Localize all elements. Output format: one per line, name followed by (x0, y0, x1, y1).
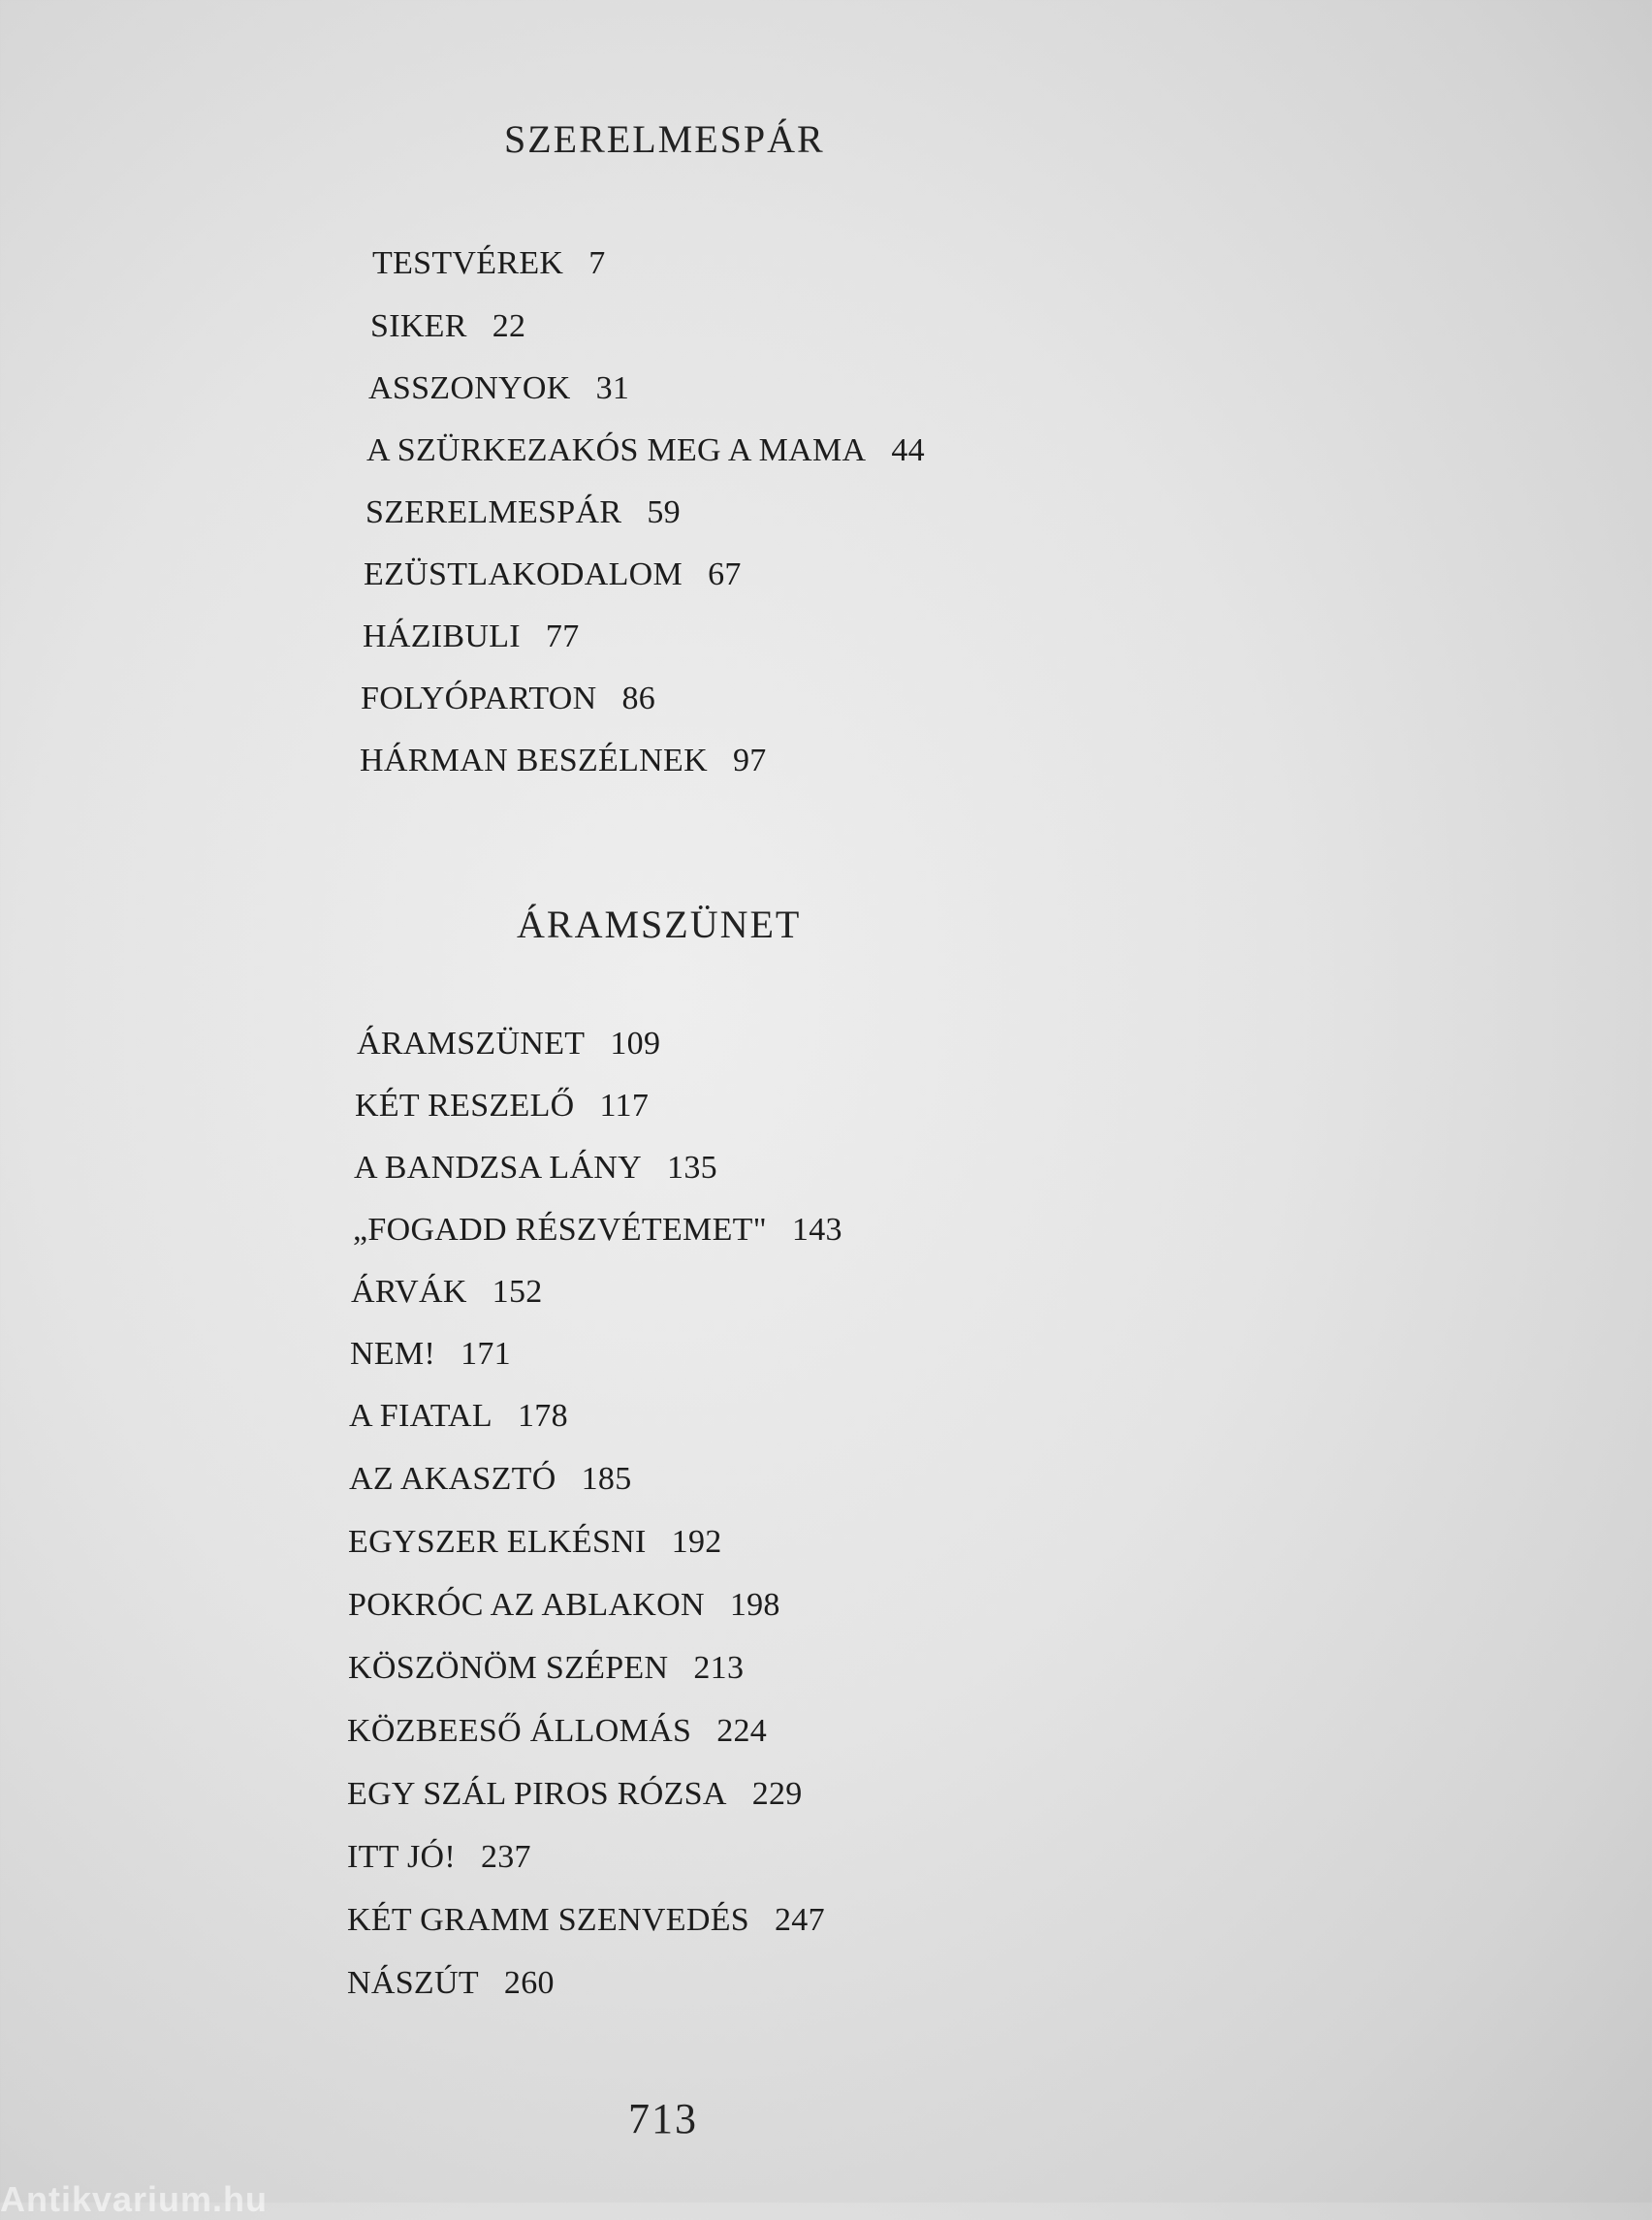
entry-page: 135 (667, 1150, 717, 1186)
entry-title: KÖSZÖNÖM SZÉPEN (348, 1650, 669, 1686)
entry-title: ÁRVÁK (351, 1274, 467, 1310)
section-heading: SZERELMESPÁR (504, 117, 825, 161)
entry-page: 192 (671, 1524, 722, 1560)
entry-title: EGY SZÁL PIROS RÓZSA (347, 1776, 727, 1812)
entry-page: 67 (708, 556, 742, 592)
entry-page: 59 (647, 494, 681, 530)
toc-entry (347, 1713, 767, 1750)
entry-title: SZERELMESPÁR (365, 494, 622, 530)
toc-entry (348, 1587, 780, 1624)
entry-page: 97 (732, 743, 767, 778)
page-number: 713 (628, 2095, 698, 2142)
entry-page: 247 (774, 1902, 825, 1938)
entry-title: HÁRMAN BESZÉLNEK (360, 743, 708, 778)
section-heading: ÁRAMSZÜNET (517, 903, 802, 946)
toc-entry (347, 1839, 531, 1876)
toc-entry (353, 1212, 842, 1249)
entry-title: TESTVÉREK (372, 245, 564, 281)
toc-entry (372, 245, 606, 282)
toc-entry (366, 432, 925, 469)
entry-page: 260 (503, 1965, 555, 2001)
entry-page: 237 (480, 1839, 531, 1875)
entry-title: SIKER (370, 308, 467, 344)
toc-entry (349, 1461, 632, 1498)
entry-page: 117 (599, 1088, 650, 1124)
entry-page: 86 (621, 681, 656, 716)
entry-page: 44 (891, 432, 925, 468)
entry-title: A FIATAL (349, 1398, 492, 1434)
entry-title: EGYSZER ELKÉSNI (348, 1524, 647, 1560)
entry-page: 7 (588, 245, 606, 281)
entry-title: „FOGADD RÉSZVÉTEMET" (353, 1212, 767, 1248)
toc-entry (347, 1776, 803, 1813)
toc-entry (361, 681, 655, 717)
entry-title: FOLYÓPARTON (361, 681, 597, 716)
toc-entry (365, 494, 681, 531)
entry-page: 171 (461, 1336, 511, 1372)
entry-page: 31 (595, 370, 630, 406)
entry-title: KÉT GRAMM SZENVEDÉS (347, 1902, 749, 1938)
entry-title: ASSZONYOK (368, 370, 571, 406)
entry-page: 109 (610, 1026, 661, 1062)
toc-entry (354, 1150, 717, 1187)
entry-title: POKRÓC AZ ABLAKON (348, 1587, 705, 1623)
watermark: Antikvarium.hu (0, 2179, 269, 2219)
entry-title: A BANDZSA LÁNY (354, 1150, 643, 1186)
entry-title: NÁSZÚT (347, 1965, 479, 2001)
entry-page: 229 (751, 1776, 803, 1812)
toc-entry (351, 1274, 543, 1311)
entry-title: ITT JÓ! (347, 1839, 456, 1875)
toc-entry (348, 1650, 744, 1687)
toc-entry (355, 1088, 649, 1125)
entry-page: 178 (517, 1398, 568, 1434)
entry-title: HÁZIBULI (363, 618, 521, 654)
entry-title: ÁRAMSZÜNET (357, 1026, 586, 1062)
toc-entry (347, 1965, 555, 2002)
toc-entry (368, 370, 629, 407)
toc-entry (363, 618, 580, 655)
entry-title: EZÜSTLAKODALOM (364, 556, 683, 592)
entry-page: 224 (716, 1713, 768, 1749)
toc-entry (348, 1524, 722, 1561)
entry-title: NEM! (350, 1336, 436, 1372)
entry-title: KÉT RESZELŐ (355, 1088, 575, 1124)
toc-entry (364, 556, 742, 593)
entry-page: 22 (492, 308, 526, 344)
entry-page: 77 (545, 618, 580, 654)
toc-entry (360, 743, 767, 779)
toc-entry (349, 1398, 568, 1435)
toc-entry (347, 1902, 825, 1939)
entry-title: A SZÜRKEZAKÓS MEG A MAMA (366, 432, 867, 468)
entry-page: 213 (693, 1650, 745, 1686)
entry-page: 185 (581, 1461, 632, 1497)
entry-page: 143 (791, 1212, 842, 1248)
toc-entry (357, 1026, 660, 1062)
entry-page: 198 (729, 1587, 780, 1623)
entry-title: AZ AKASZTÓ (349, 1461, 556, 1497)
entry-title: KÖZBEESŐ ÁLLOMÁS (347, 1713, 692, 1749)
toc-entry (350, 1336, 511, 1373)
entry-page: 152 (492, 1274, 543, 1310)
toc-entry (370, 308, 525, 345)
